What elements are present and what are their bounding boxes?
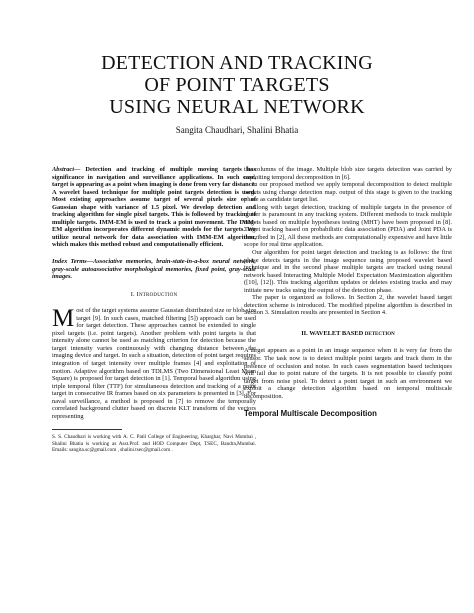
paper-title: [40, 52, 434, 118]
index-terms: [52, 258, 256, 281]
right-column: [244, 166, 452, 418]
intro-paragraph: [52, 307, 256, 420]
section-cap: I: [136, 290, 139, 298]
title-line-2: OF POINT TARGETS: [144, 74, 330, 96]
abstract-text: Detection and tracking of multiple moving targets has significance in navigation and surveillance applications. In such case, target is appearing as a point when imaging is done from very far distance. A wavelet based technique for multiple point targets detection is used. Most existing approaches assume target of several pixels size or of Gaussian shape with variance of 1.5 pixel. We develop detection and tracking algorithm for single pixel targets. This is followed by tracking of multiple targets. IMM-EM is used to track a point movement. The IMM-EM algorithm incorporates different dynamic models for the targets. We utilize neural network for data association with IMM-EM algorithm, which makes this method robust and computationally efficient.: [52, 166, 256, 249]
left-column: [52, 166, 256, 453]
section-heading-introduction: [52, 291, 256, 300]
paragraph-tracking: Along with target detection, tracking of multiple targets in the presence of clutter is paramount in any tracking system. Different methods to track multiple targets based on multiple hypotheses testing (MHT) have been proposed in [8]. Target tracking based on probabilistic data association (PDA) and Joint PDA is described in [2], All these methods are computationally expensive and have little scope for real time application.: [244, 203, 452, 249]
footnote-divider: [52, 429, 122, 430]
section2-numeral: II.: [301, 329, 308, 337]
subsection-heading: Temporal Multiscale Decomposition: [244, 409, 377, 419]
section-rest: NTRODUCTION: [138, 292, 178, 298]
paragraph-point-target: A target appears as a point in an image sequence when it is very far from the sensor. The task now is to detect multiple point targets and track them in the presence of occlusion and noise. In such cases segmentation based techniques will fail due to point nature of the targets. It is not possible to classify point target from noise pixel. To detect a point target in such an environment we exploit a change detection algorithm based on temporal multiscale decomposition.: [244, 347, 452, 400]
abstract-label: Abstract—: [52, 166, 81, 173]
section-heading-wavelet: [244, 330, 452, 339]
abstract: [52, 166, 256, 249]
author-footnote: S. S. Chaudhari is working with A. C. Patil College of Engineering, Kharghar, Navi Mumbai , Shalini Bhatia is working as Asst.Prof. and HOD Computer Dept, TSEC, Bandra,Mumbai. Emails: sangita.sc@gmail.com , shalini.tsec@gmail.com .: [52, 434, 256, 453]
index-terms-text: Associative memories, brain-state-in-a-box neural network, gray-scale autoassociative morphological memories, fixed point, gray-scale images.: [52, 258, 257, 281]
index-terms-label: Index Terms—: [52, 258, 94, 266]
paragraph-algorithm: Our algorithm for point target detection and tracking is as follows: the first phase detects targets in the image sequence using proposed wavelet based technique and in the second phase multiple targets are tracked using neural network based Interacting Multiple Model Expectation Maximization algorithm ([10], [12]). This tracking algorithm updates or deletes existing tracks and may initiate new tracks using the output of the detection phase.: [244, 249, 452, 294]
drop-cap: M: [52, 305, 75, 333]
paragraph-organization: The paper is organized as follows. In Section 2, the wavelet based target detection scheme is introduced. The modified pipeline algorithm is described in Section 3. Simulation results are presented in Section 4.: [244, 294, 452, 317]
paragraph-continued: the columns of the image. Multiple blob size targets detection was carried by exploiting temporal decomposition in [6].: [244, 166, 452, 181]
paragraph-proposed-method: In our proposed method we apply temporal decomposition to detect multiple targets using change detection map. output of this stage is given to the tracking phase as candidate target list.: [244, 181, 452, 204]
title-line-1: DETECTION AND TRACKING: [101, 52, 373, 74]
title-line-3: USING NEURAL NETWORK: [109, 96, 365, 118]
intro-paragraph-text: ost of the target systems assume Gaussian distributed size or blob size target [9]. In such cases, matched filtering [5]) approach can be used for target detection. These approaches cannot be extended to single pixel targets (i.e. point targets). Another problem with point targets is that intensity alone cannot be used as matching criterion for detection because the target intensity varies continuously with changing distance between the imaging device and target. In such a situation, detection of point target requires integration of target intensity over multiple frames [4] and exploitation of motion. Adaptive algorithm based on TDLMS (Two Dimensional Least Mean Square) is proposed for target detection in [1]. Temporal based algorithm using triple temporal filter (TTF) for simultaneous detection and tracking of a point target in consecutive IR frames based on six parameters is presented in [3]. For naval surveillance, a method is proposed in [7] to remove the temporally correlated background clutter based on discrete KLT transform of the vectors representing: [52, 307, 256, 420]
author-list: Sangita Chaudhari, Shalini Bhatia: [175, 125, 299, 135]
section-numeral: I.: [130, 290, 135, 298]
section2-small: DETECTION: [364, 331, 395, 337]
section2-title: WAVELET BASED: [309, 329, 365, 337]
